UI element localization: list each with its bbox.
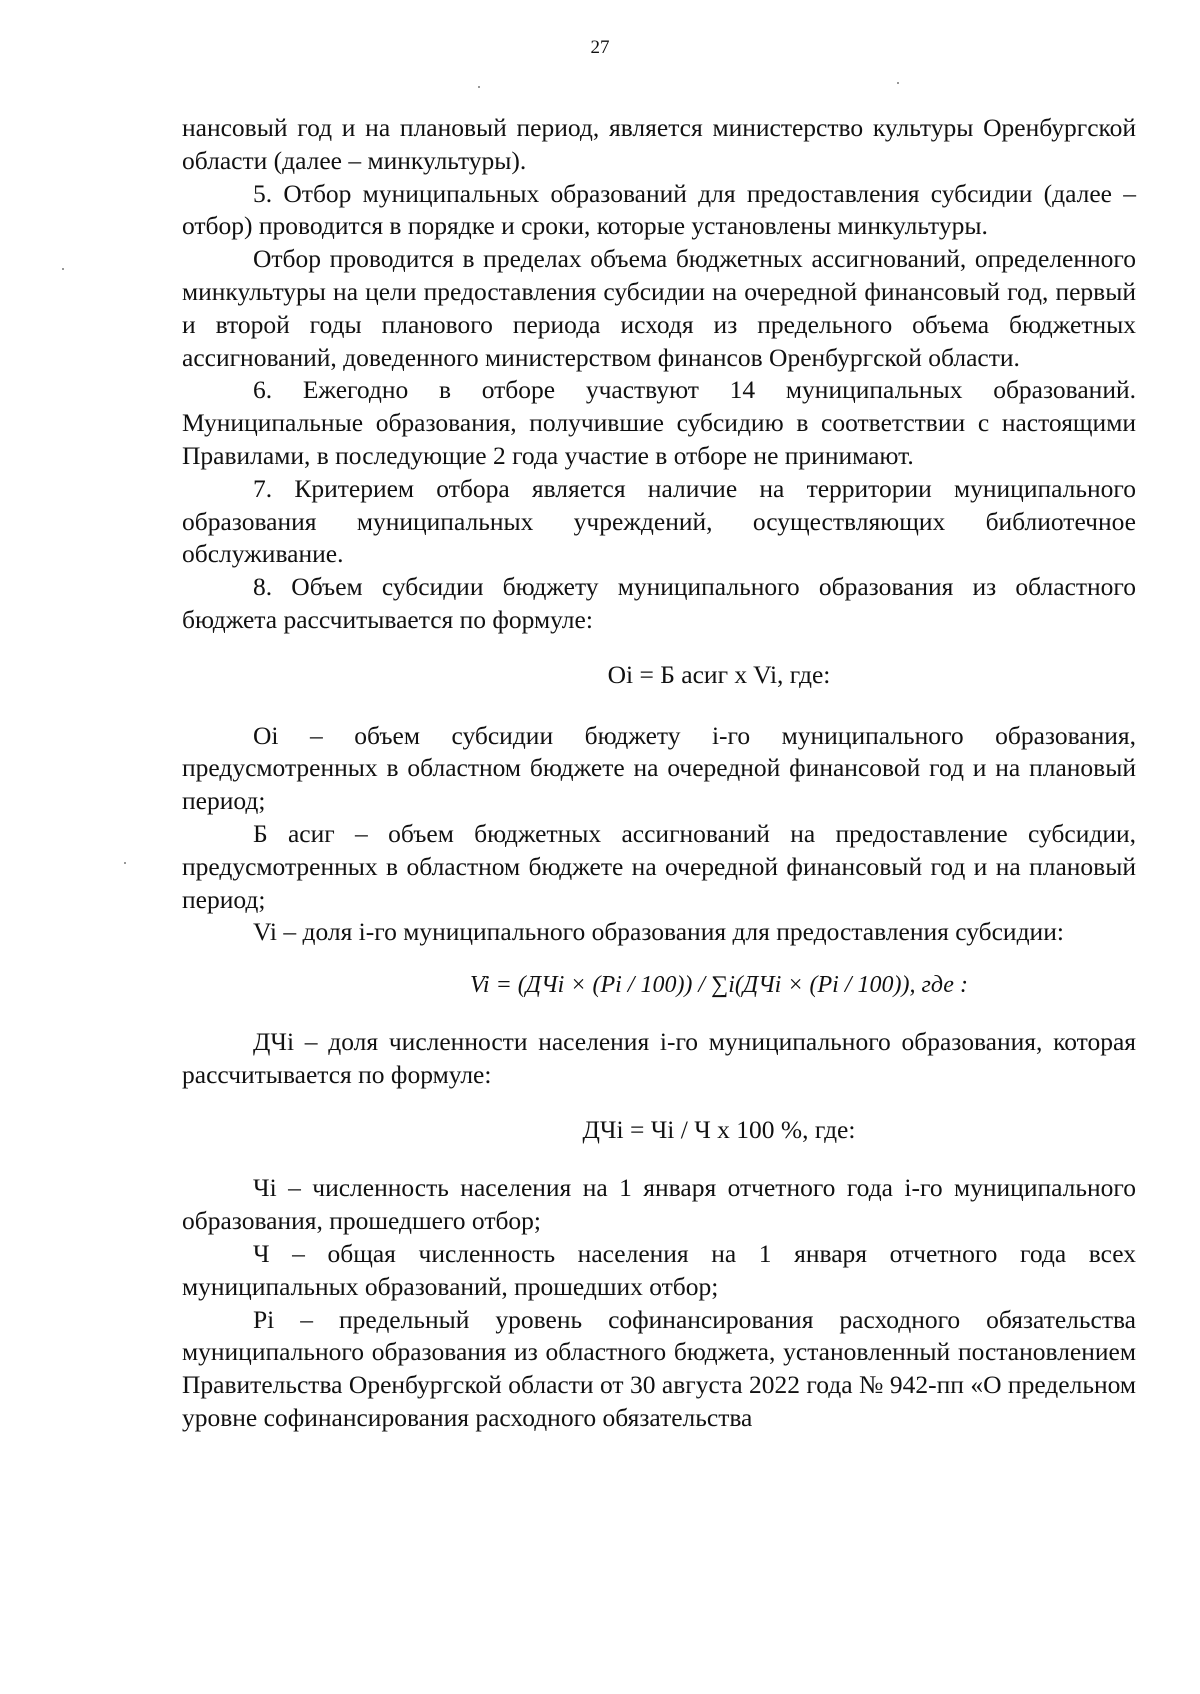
paragraph-selection-limits: Отбор проводится в пределах объема бюджетных ассигнований, определенного минкультуры на цели предоставления субсидии на очередной финансовый год, первый и второй годы планового периода исходя из предельного объема бюджетных ассигнований, доведенного министерством финансов Оренбургской области.	[182, 244, 1136, 372]
definition-vi: Vi – доля i-го муниципального образования для предоставления субсидии:	[253, 917, 1064, 947]
paragraph-item-6: 6. Ежегодно в отборе участвуют 14 муниципальных образований. Муниципальные образования, получившие субсидию в соответствии с настоящими Правилами, в последующие 2 года участие в отборе не принимают.	[182, 375, 1136, 470]
scan-speck	[478, 86, 480, 88]
formula-share-vi: Vi = (ДЧi × (Pi / 100)) / ∑i(ДЧi × (Pi / 100)), где :	[470, 972, 968, 999]
definition-oi: Oi – объем субсидии бюджету i-го муниципального образования, предусмотренных в областном бюджете на очередной финансовой год и на плановый период;	[182, 720, 1136, 816]
formula-subsidy-volume: Oi = Б асиг x Vi, где:	[607, 659, 831, 689]
scan-speck	[897, 82, 899, 84]
paragraph-item-7: 7. Критерием отбора является наличие на территории муниципального образования муниципальных учреждений, осуществляющих библиотечное обслуживание.	[182, 473, 1136, 569]
page-number: 27	[590, 37, 610, 58]
paragraph-continuation: нансовый год и на плановый период, является министерство культуры Оренбургской области (далее – минкультуры).	[182, 113, 1136, 175]
paragraph-item-8: 8. Объем субсидии бюджету муниципального образования из областного бюджета рассчитывается по формуле:	[182, 572, 1136, 634]
definition-pi: Pi – предельный уровень софинансирования расходного обязательства муниципального образования из областного бюджета, установленный постановлением Правительства Оренбургской области от 30 августа 2022 года № 942-пп «О предельном уровне софинансирования расходного обязательства	[182, 1304, 1136, 1432]
definition-ch: Ч – общая численность населения на 1 января отчетного года всех муниципальных образований, прошедших отбор;	[182, 1238, 1136, 1301]
definition-b-asig: Б асиг – объем бюджетных ассигнований на предоставление субсидии, предусмотренных в областном бюджете на очередной финансовый год и на плановый период;	[182, 818, 1136, 914]
definition-dchi: ДЧi – доля численности населения i-го муниципального образования, которая рассчитывается по формуле:	[182, 1026, 1136, 1089]
document-body	[182, 112, 1136, 1435]
paragraph-item-5: 5. Отбор муниципальных образований для предоставления субсидии (далее – отбор) проводится в порядке и сроки, которые установлены минкультуры.	[182, 178, 1136, 241]
scan-speck	[124, 862, 126, 864]
definition-chi: Чi – численность населения на 1 января отчетного года i-го муниципального образования, прошедшего отбор;	[182, 1173, 1136, 1236]
scan-speck	[62, 268, 64, 270]
formula-population-share: ДЧi = Чi / Ч x 100 %, где:	[582, 1114, 856, 1144]
